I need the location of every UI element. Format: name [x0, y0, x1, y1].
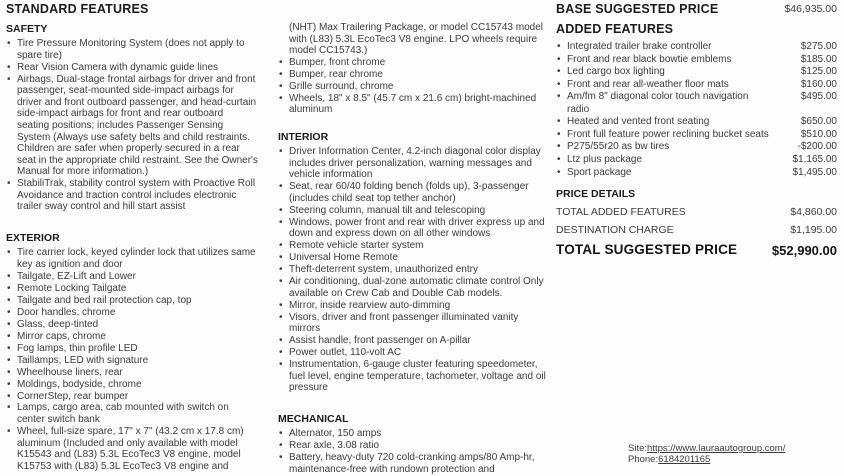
- price-detail-row: [556, 224, 837, 236]
- total-price-row: [556, 242, 837, 258]
- added-feature-price: $650.00: [800, 116, 837, 128]
- added-feature-price: $510.00: [800, 128, 837, 140]
- price-detail-row: [556, 206, 837, 218]
- added-features-heading: ADDED FEATURES: [556, 22, 674, 36]
- added-feature-label: • P275/55r20 as bw tires: [567, 141, 670, 153]
- feature-item: • Tailgate, EZ-Lift and Lower: [6, 271, 258, 283]
- feature-item: • Remote Locking Tailgate: [6, 283, 258, 295]
- feature-item: • Wheels, 18" x 8.5" (45.7 cm x 21.6 cm) bright-machined aluminum: [278, 93, 547, 116]
- feature-item: • Door handles, chrome: [6, 307, 258, 319]
- feature-item: • Driver Information Center, 4.2-inch diagonal color display includes driver personalization, warning messages and vehicle information: [278, 146, 547, 181]
- feature-item: • Tire Pressure Monitoring System (does not apply to spare tire): [6, 38, 258, 61]
- pricing-column: [556, 0, 837, 258]
- added-feature-label: • Front and rear black bowtie emblems: [567, 53, 732, 65]
- added-feature-price: $275.00: [800, 41, 837, 52]
- exterior-list: [6, 247, 258, 472]
- added-feature-row: [556, 91, 837, 115]
- mechanical-heading: MECHANICAL: [278, 413, 349, 426]
- interior-heading: INTERIOR: [278, 130, 329, 143]
- total-price-value: $52,990.00: [771, 242, 837, 258]
- feature-item: • Tailgate and bed rail protection cap, top: [6, 295, 258, 307]
- feature-item: • CornerStep, rear bumper: [6, 391, 258, 403]
- added-feature-label: • Integrated trailer brake controller: [567, 41, 712, 52]
- feature-item: • StabiliTrak, stability control system with Proactive Roll Avoidance and traction control includes electronic trailer sway control and hill start assist: [6, 178, 258, 213]
- feature-item: • Bumper, rear chrome: [278, 69, 547, 81]
- total-price-label: TOTAL SUGGESTED PRICE: [556, 241, 738, 257]
- dealer-contact: [628, 444, 785, 465]
- added-feature-row: [556, 54, 837, 66]
- price-detail-value: $4,860.00: [790, 205, 837, 218]
- price-detail-label: DESTINATION CHARGE: [556, 223, 674, 236]
- added-feature-label: • Ltz plus package: [567, 153, 643, 165]
- feature-item: • Assist handle, front passenger on A-pillar: [278, 335, 547, 347]
- feature-item: • Steering column, manual tilt and telescoping: [278, 205, 547, 217]
- added-feature-row: [556, 167, 837, 179]
- added-feature-price: $1,495.00: [792, 166, 837, 178]
- added-feature-label: • Front full feature power reclining bucket seats: [567, 128, 769, 140]
- added-feature-price: $185.00: [800, 53, 837, 65]
- exterior-continued-list: [278, 57, 547, 116]
- feature-item: • Visors, driver and front passenger illuminated vanity mirrors: [278, 312, 547, 335]
- feature-item: • Mirror, inside rearview auto-dimming: [278, 300, 547, 312]
- added-feature-label: • Sport package: [567, 166, 632, 178]
- added-feature-row: [556, 129, 837, 141]
- feature-item: • Bumper, front chrome: [278, 57, 547, 69]
- added-feature-price: $1,165.00: [792, 153, 837, 165]
- feature-item: • Seat, rear 60/40 folding bench (folds up), 3-passenger (includes child seat top tether anchor): [278, 181, 547, 204]
- features-continued-column: [278, 0, 547, 476]
- feature-item: • Wheelhouse liners, rear: [6, 367, 258, 379]
- feature-item: • Windows, power front and rear with driver express up and down and express down on all other windows: [278, 217, 547, 240]
- feature-item: • Instrumentation, 6-gauge cluster featuring speedometer, fuel level, engine temperature, tachometer, voltage and oil pressure: [278, 359, 547, 394]
- feature-item: • Theft-deterrent system, unauthorized entry: [278, 264, 547, 276]
- feature-item: • Remote vehicle starter system: [278, 240, 547, 252]
- added-feature-price: $160.00: [800, 78, 837, 90]
- added-feature-row: [556, 116, 837, 128]
- added-feature-row: [556, 154, 837, 166]
- site-link[interactable]: https://www.lauraautogroup.com/: [647, 443, 786, 454]
- feature-item: • Glass, deep-tinted: [6, 319, 258, 331]
- feature-item: • Rear Vision Camera with dynamic guide lines: [6, 62, 258, 74]
- feature-item: • Lamps, cargo area, cab mounted with switch on center switch bank: [6, 402, 258, 425]
- feature-item: • Mirror caps, chrome: [6, 331, 258, 343]
- safety-list: [6, 38, 258, 213]
- price-detail-value: $1,195.00: [790, 223, 837, 236]
- feature-item: • Taillamps, LED with signature: [6, 355, 258, 367]
- added-feature-row: [556, 79, 837, 91]
- feature-item: • Wheel, full-size spare, 17" x 7" (43.2 cm x 17.8 cm) aluminum (Included and only available with model K15543 and (L83) 5.3L EcoTec3 V8 engine, model K15753 with (L83) 5.3L EcoTec3 V8 engine and: [6, 426, 258, 472]
- feature-item: • Moldings, bodyside, chrome: [6, 379, 258, 391]
- feature-item: • Battery, heavy-duty 720 cold-cranking amps/80 Amp-hr, maintenance-free with rundown protection and: [278, 452, 547, 475]
- price-detail-rows: [556, 206, 837, 236]
- safety-heading: SAFETY: [6, 23, 48, 35]
- added-feature-label: • Am/fm 8" diagonal color touch navigation radio: [567, 91, 749, 115]
- phone-row: [628, 455, 785, 466]
- mechanical-list: [278, 428, 547, 475]
- added-feature-price: $125.00: [800, 66, 837, 78]
- standard-features-column: [6, 0, 258, 473]
- added-feature-row: [556, 66, 837, 78]
- feature-item: • Grille surround, chrome: [278, 81, 547, 93]
- price-details-heading: PRICE DETAILS: [556, 187, 636, 200]
- interior-list: [278, 146, 547, 394]
- added-feature-row: [556, 141, 837, 153]
- base-price-row: [556, 2, 837, 16]
- price-detail-label: TOTAL ADDED FEATURES: [556, 205, 686, 218]
- base-price-label: BASE SUGGESTED PRICE: [556, 2, 719, 16]
- phone-link[interactable]: 6184201165: [658, 453, 711, 465]
- feature-item: • Rear axle, 3.08 ratio: [278, 440, 547, 452]
- exterior-continuation-text: (NHT) Max Trailering Package, or model CC15743 model with (L83) 5.3L EcoTec3 V8 engine. LPO wheels require model CC15743.): [289, 22, 543, 57]
- exterior-heading: EXTERIOR: [6, 232, 60, 245]
- added-feature-label: • Front and rear all-weather floor mats: [567, 78, 729, 90]
- added-feature-price: $495.00: [800, 91, 837, 103]
- feature-item: • Airbags, Dual-stage frontal airbags for driver and front passenger, seat-mounted side-impact airbags for driver and front outboard passenger, and head-curtain side-impact airbags for front and rear outboard seating positions; includes Passenger Sensing System (Always use safety belts and child restraints. Children are safer when properly secured in a rear seat in the appropriate child restraint. See the Owner's Manual for more information.): [6, 74, 258, 178]
- added-feature-label: • Led cargo box lighting: [567, 66, 665, 78]
- site-label: Site:: [628, 443, 648, 454]
- feature-item: • Power outlet, 110-volt AC: [278, 347, 547, 359]
- added-feature-row: [556, 41, 837, 53]
- feature-item: • Universal Home Remote: [278, 252, 547, 264]
- feature-item: • Air conditioning, dual-zone automatic climate control Only available on Crew Cab and Double Cab models.: [278, 276, 547, 299]
- standard-features-title: STANDARD FEATURES: [6, 2, 149, 16]
- feature-item: • Alternator, 150 amps: [278, 428, 547, 440]
- base-price-value: $46,935.00: [784, 3, 837, 15]
- phone-label: Phone:: [628, 453, 659, 465]
- added-feature-price: -$200.00: [797, 141, 837, 153]
- added-features-list: [556, 41, 837, 179]
- feature-item: • Tire carrier lock, keyed cylinder lock that utilizes same key as ignition and door: [6, 247, 258, 270]
- feature-item: • Fog lamps, thin profile LED: [6, 343, 258, 355]
- added-feature-label: • Heated and vented front seating: [567, 116, 710, 128]
